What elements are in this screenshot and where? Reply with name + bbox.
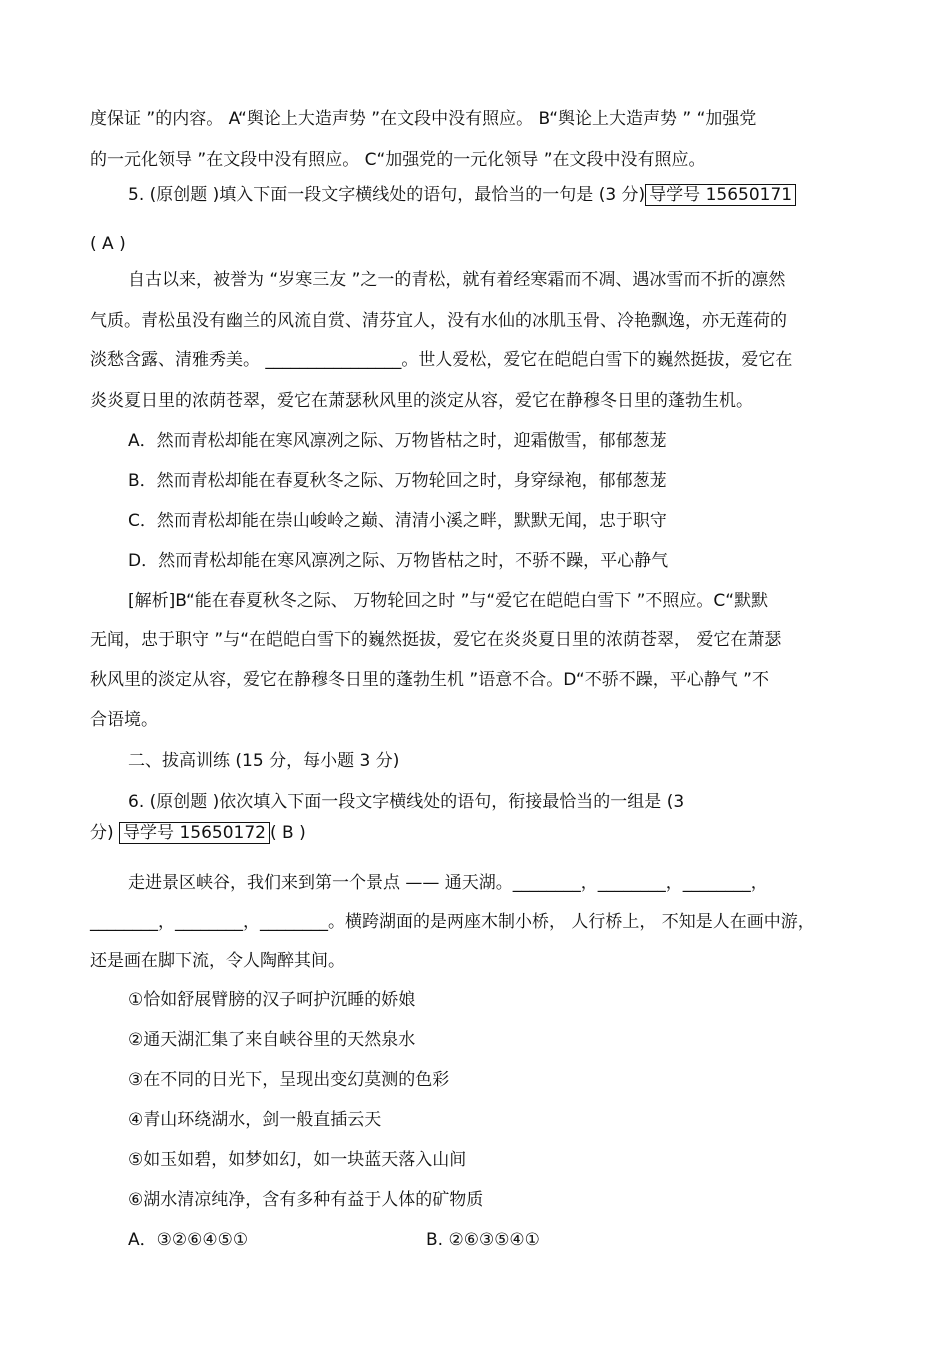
question-6-stem-cont [90,822,306,844]
guide-number-box: 导学号 15650172 [119,822,270,844]
option-d: D．然而青松却能在寒风凛冽之际、万物皆枯之时，不骄不躁，平心静气 [128,551,669,571]
text-line: 的一元化领导 ”在文段中没有照应。 C“加强党的一元化领导 ”在文段中没有照应。 [90,150,706,170]
analysis-line: 无闻，忠于职守 ”与“在皑皑白雪下的巍然挺拔，爱它在炎炎夏日里的浓荫苍翠， 爱它在萧瑟 [90,630,782,650]
text-line: 度保证 ”的内容。 A“舆论上大造声势 ”在文段中没有照应。 B“舆论上大造声势 ” “加强党 [90,109,757,129]
passage-line: 走进景区峡谷，我们来到第一个景点 —— 通天湖。________，________，________， [128,873,768,893]
question-text: 分) [90,823,114,843]
question-5-stem [128,184,796,206]
option-a: A．然而青松却能在寒风凛冽之际、万物皆枯之时，迎霜傲雪，郁郁葱茏 [128,431,667,451]
sentence-item: ①恰如舒展臂膀的汉子呵护沉睡的娇娘 [128,990,416,1010]
option-a: A．③②⑥④⑤① [128,1230,249,1250]
answer-line: ( A ) [90,234,126,254]
passage-line: 气质。青松虽没有幽兰的风流自赏、清芬宜人，没有水仙的冰肌玉骨、冷艳飘逸，亦无莲荷的 [90,311,787,331]
guide-number-box: 导学号 15650171 [645,184,796,206]
analysis-line: 秋风里的淡定从容，爱它在静穆冬日里的蓬勃生机 ”语意不合。D“不骄不躁，平心静气 ”不 [90,670,769,690]
option-b: B. ②⑥③⑤④① [426,1230,540,1250]
question-6-stem: 6. (原创题 )依次填入下面一段文字横线处的语句，衔接最恰当的一组是 (3 [128,792,685,812]
option-c: C．然而青松却能在崇山峻岭之巅、清清小溪之畔，默默无闻，忠于职守 [128,511,667,531]
analysis-line: 合语境。 [90,710,158,730]
sentence-item: ⑥湖水清凉纯净，含有多种有益于人体的矿物质 [128,1190,484,1210]
passage-line: 炎炎夏日里的浓荫苍翠，爱它在萧瑟秋风里的淡定从容，爱它在静穆冬日里的蓬勃生机。 [90,391,753,411]
sentence-item: ②通天湖汇集了来自峡谷里的天然泉水 [128,1030,416,1050]
sentence-item: ⑤如玉如碧，如梦如幻，如一块蓝天落入山间 [128,1150,467,1170]
passage-line: ________，________，________。横跨湖面的是两座木制小桥， 人行桥上， 不知是人在画中游， [90,912,815,932]
analysis-line: [解析]B“能在春夏秋冬之际、 万物轮回之时 ”与“爱它在皑皑白雪下 ”不照应。C“默默 [128,591,769,611]
question-text: 5. (原创题 )填入下面一段文字横线处的语句，最恰当的一句是 (3 分) [128,185,646,205]
passage-line: 淡愁含露、清雅秀美。 ________________。世人爱松，爱它在皑皑白雪下的巍然挺拔，爱它在 [90,350,793,370]
passage-line: 还是画在脚下流，令人陶醉其间。 [90,951,345,971]
answer-text: ( B ) [269,823,306,843]
sentence-item: ③在不同的日光下，呈现出变幻莫测的色彩 [128,1070,450,1090]
passage-line: 自古以来，被誉为 “岁寒三友 ”之一的青松，就有着经寒霜而不凋、遇冰雪而不折的凛然 [128,270,786,290]
option-b: B．然而青松却能在春夏秋冬之际、万物轮回之时，身穿绿袍，郁郁葱茏 [128,471,667,491]
sentence-item: ④青山环绕湖水，剑一般直插云天 [128,1110,382,1130]
section-heading: 二、拔高训练 (15 分，每小题 3 分) [128,751,400,771]
